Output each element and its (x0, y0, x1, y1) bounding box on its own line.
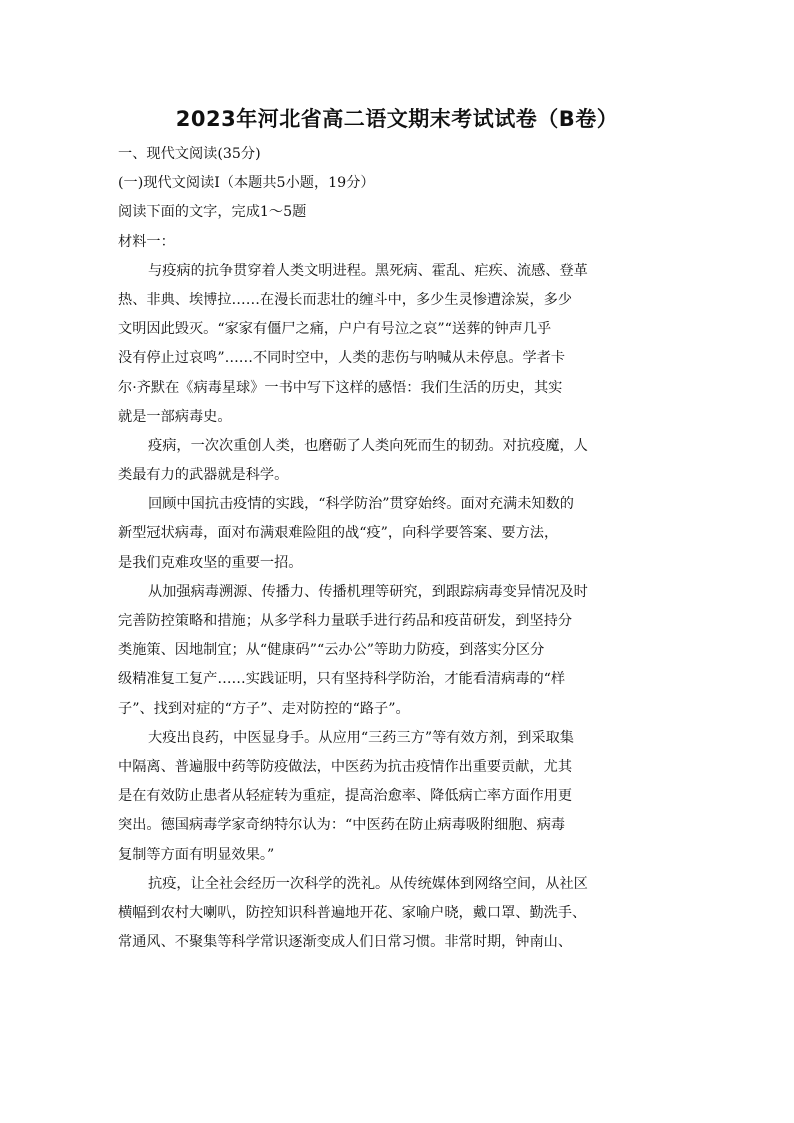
paragraph-line: 文明因此毁灭。“家家有僵尸之痛，户户有号泣之哀”“送葬的钟声几乎 (118, 321, 552, 338)
paragraph-4 (118, 578, 690, 724)
paragraph-5 (118, 724, 690, 870)
material-label: 材料一： (118, 233, 175, 250)
paragraph-line: 新型冠状病毒，面对布满艰难险阻的战“疫”，向科学要答案、要方法， (118, 525, 559, 542)
paragraph-line: 常通风、不聚集等科学常识逐渐变成人们日常习惯。非常时期，钟南山、 (118, 934, 573, 951)
paragraph-line: 尔·齐默在《病毒星球》一书中写下这样的感悟：我们生活的历史，其实 (118, 379, 563, 396)
paragraph-line: 是我们克难攻坚的重要一招。 (118, 554, 303, 571)
paragraph-line: 复制等方面有明显效果。” (118, 846, 275, 863)
paragraph-line: 抗疫，让全社会经历一次科学的洗礼。从传统媒体到网络空间，从社区 (148, 875, 588, 892)
paragraph-3 (118, 490, 690, 578)
paragraph-line: 类最有力的武器就是科学。 (118, 467, 289, 484)
section-heading: 一、现代文阅读(35分) (118, 146, 261, 162)
paragraph-line: 回顾中国抗击疫情的实践，“科学防治”贯穿始终。面对充满未知数的 (148, 496, 574, 513)
paragraph-line: 疫病，一次次重创人类，也磨砺了人类向死而生的韧劲。对抗疫魔，人 (148, 437, 588, 454)
paragraph-line: 横幅到农村大喇叭，防控知识科普遍地开花、家喻户晓，戴口罩、勤洗手、 (118, 904, 587, 921)
paragraph-2 (118, 432, 690, 490)
paragraph-line: 完善防控策略和措施；从多学科力量联手进行药品和疫苗研发，到坚持分 (118, 613, 573, 629)
document-title: 2023年河北省高二语文期末考试试卷（B卷） (175, 107, 619, 131)
paragraph-line: 级精准复工复产……实践证明，只有坚持科学防治，才能看清病毒的“样 (118, 671, 566, 688)
paragraph-line: 中隔离、普遍服中药等防疫做法，中医药为抗击疫情作出重要贡献，尤其 (118, 758, 573, 775)
paragraph-line: 从加强病毒溯源、传播力、传播机理等研究，到跟踪病毒变异情况及时 (148, 583, 588, 600)
paragraph-line: 突出。德国病毒学家奇纳特尔认为：“中医药在防止病毒吸附细胞、病毒 (118, 817, 566, 834)
paragraph-line: 热、非典、埃博拉……在漫长而悲壮的缠斗中，多少生灵惨遭涂炭，多少 (118, 291, 573, 308)
subsection-heading: (一)现代文阅读Ⅰ（本题共5小题，19分） (118, 175, 375, 192)
paragraph-line: 与疫病的抗争贯穿着人类文明进程。黑死病、霍乱、疟疾、流感、登革 (148, 262, 588, 279)
instruction-text: 阅读下面的文字，完成1～5题 (118, 204, 307, 221)
paragraph-line: 就是一部病毒史。 (118, 408, 232, 425)
paragraph-1 (118, 257, 690, 432)
paragraph-6 (118, 870, 690, 958)
paragraph-line: 类施策、因地制宜；从“健康码”“云办公”等助力防疫，到落实分区分 (118, 642, 545, 659)
paragraph-line: 没有停止过哀鸣”……不同时空中，人类的悲伤与呐喊从未停息。学者卡 (118, 350, 566, 367)
paragraph-line: 是在有效防止患者从轻症转为重症，提高治愈率、降低病亡率方面作用更 (118, 788, 573, 805)
document-body (118, 140, 690, 957)
paragraph-line: 大疫出良药，中医显身手。从应用“三药三方”等有效方剂，到采取集 (148, 729, 574, 746)
paragraph-line: 子”、找到对症的“方子”、走对防控的“路子”。 (118, 700, 410, 717)
